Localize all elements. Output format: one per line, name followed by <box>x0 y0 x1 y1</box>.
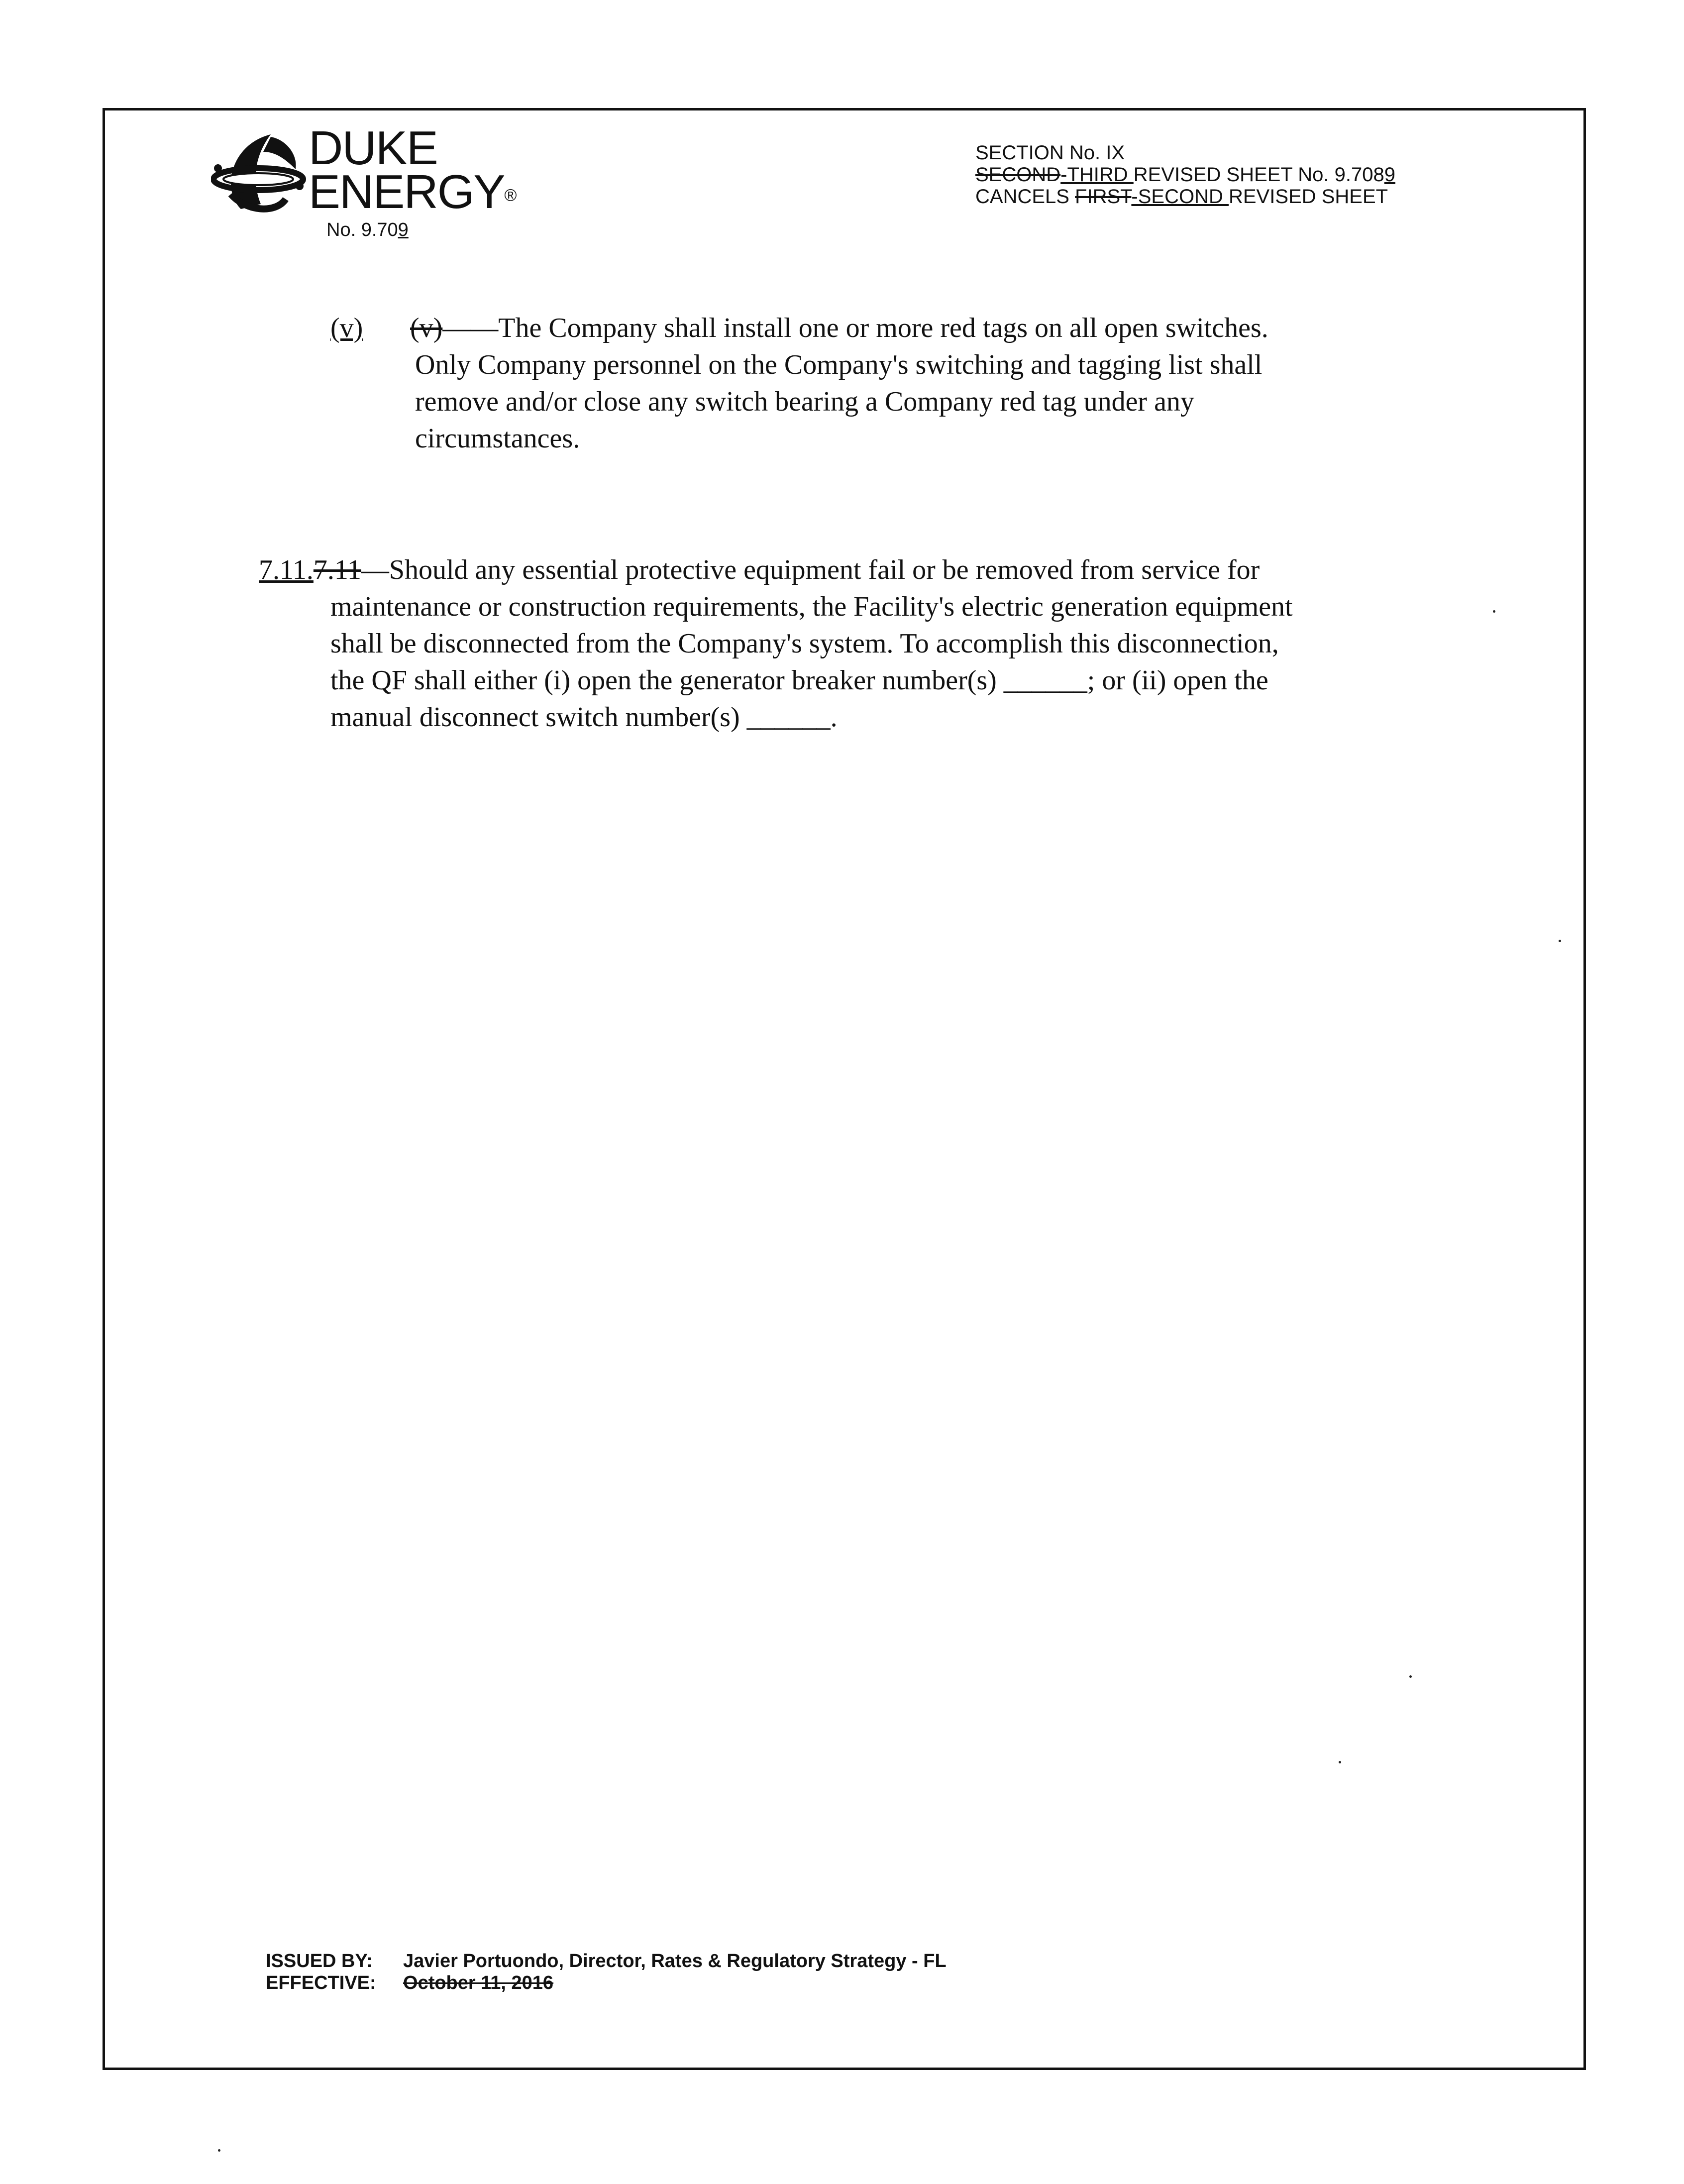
paragraph-v-line: remove and/or close any switch bearing a Company red tag under any <box>415 386 1194 417</box>
item-number-new: 7.11. <box>259 554 314 585</box>
issued-by-row <box>266 1950 947 1972</box>
registered-mark: ® <box>504 186 516 205</box>
paragraph-7-11: 7.11.7.11—Should any essential protective equipment fail or be removed from service for maintenance or construction requirements, the Facility's electric generation equipment shall be disconnected from the Company's system. To accomplish this disconnection, the QF shall either (i) open the generator breaker number(s) ______; or (ii) open the manual disconnect switch number(s) ______. <box>259 551 1453 736</box>
sheet-header <box>975 142 1395 208</box>
paragraph-7-11-line: maintenance or construction requirements, the Facility's electric generation equipment <box>330 591 1293 622</box>
revised-sheet-line: SECOND-THIRD REVISED SHEET No. 9.7089 <box>975 164 1395 186</box>
paragraph-7-11-line: shall be disconnected from the Company's system. To accomplish this disconnection, <box>330 628 1279 659</box>
section-number: SECTION No. IX <box>975 142 1125 164</box>
scan-speck <box>1559 940 1561 942</box>
paragraph-7-11-line: the QF shall either (i) open the generator breaker number(s) ______; or (ii) open the <box>330 665 1268 696</box>
logo-word-duke: DUKE <box>309 121 437 175</box>
paragraph-v-line: Only Company personnel on the Company's switching and tagging list shall <box>415 349 1263 380</box>
scan-speck <box>1339 1761 1341 1763</box>
paragraph-v-line: The Company shall install one or more red tags on all open switches. <box>498 313 1268 343</box>
issued-by-value: Javier Portuondo, Director, Rates & Regulatory Strategy - FL <box>403 1951 947 1971</box>
effective-value: October 11, 2016 <box>403 1972 554 1993</box>
item-number-old: (v) <box>410 313 443 343</box>
item-number-new: (v) <box>330 313 363 343</box>
scan-speck <box>1409 1675 1412 1678</box>
logo-sheet-number: No. 9.709 <box>326 219 409 240</box>
scan-speck <box>218 2149 220 2152</box>
cancels-line: CANCELS FIRST-SECOND REVISED SHEET <box>975 186 1388 208</box>
footer <box>266 1950 947 1994</box>
paragraph-v: (v) (v) —— The Company shall install one or more red tags on all open switches. Only Company personnel on the Company's switching and tagging list shall remove and/or close any switch bearing a Company red tag under any circumstances. <box>330 310 1425 457</box>
paragraph-7-11-line: Should any essential protective equipment fail or be removed from service for <box>389 554 1260 585</box>
duke-energy-globe-icon <box>211 124 311 224</box>
paragraph-7-11-line: manual disconnect switch number(s) ______. <box>330 702 838 733</box>
scan-speck <box>1493 610 1495 613</box>
effective-label: EFFECTIVE: <box>266 1972 376 1993</box>
duke-energy-logo <box>211 121 516 244</box>
paragraph-v-line: circumstances. <box>415 423 580 454</box>
logo-word-energy: ENERGY® <box>309 165 516 218</box>
issued-by-label: ISSUED BY: <box>266 1951 373 1971</box>
effective-row <box>266 1972 947 1994</box>
item-number-old: 7.11 <box>313 554 361 585</box>
